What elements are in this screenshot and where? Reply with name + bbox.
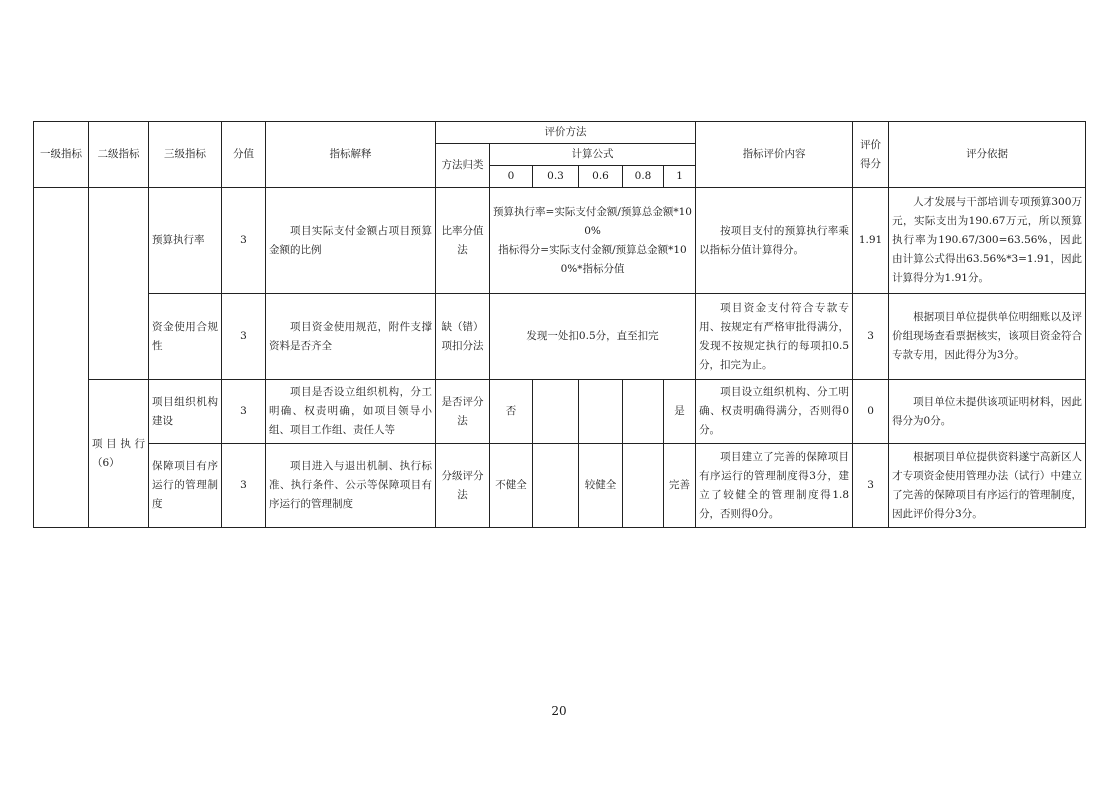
level1-cell xyxy=(34,188,89,528)
scale-cell: 较健全 xyxy=(579,444,623,528)
header-scale: 0 xyxy=(490,166,533,188)
value-cell: 3 xyxy=(222,380,266,444)
explanation-cell: 项目进入与退出机制、执行标准、执行条件、公示等保障项目有序运行的管理制度 xyxy=(266,444,436,528)
method-cell: 分级评分法 xyxy=(436,444,490,528)
header-basis: 评分依据 xyxy=(889,122,1086,188)
method-cell: 比率分值法 xyxy=(436,188,490,294)
method-cell: 是否评分法 xyxy=(436,380,490,444)
header-scale: 0.8 xyxy=(623,166,664,188)
header-method-category: 方法归类 xyxy=(436,144,490,188)
level2-cell-empty xyxy=(89,188,149,380)
scale-cell xyxy=(623,444,664,528)
header-content: 指标评价内容 xyxy=(696,122,853,188)
scale-cell: 是 xyxy=(664,380,696,444)
basis-cell: 根据项目单位提供资料遂宁高新区人才专项资金使用管理办法（试行）中建立了完善的保障项目有序运行的管理制度，因此评价得分3分。 xyxy=(889,444,1086,528)
value-cell: 3 xyxy=(222,188,266,294)
scale-cell xyxy=(579,380,623,444)
header-scale: 1 xyxy=(664,166,696,188)
header-level3: 三级指标 xyxy=(149,122,222,188)
value-cell: 3 xyxy=(222,444,266,528)
header-eval-score: 评价得分 xyxy=(853,122,889,188)
basis-cell: 人才发展与干部培训专项预算300万元，实际支出为190.67万元，所以预算执行率为190.67/300=63.56%，因此由计算公式得出63.56%*3=1.91，因此计算得分为1.91分。 xyxy=(889,188,1086,294)
level3-cell: 资金使用合规性 xyxy=(149,294,222,380)
header-explanation: 指标解释 xyxy=(266,122,436,188)
value-cell: 3 xyxy=(222,294,266,380)
content-cell: 按项目支付的预算执行率乘以指标分值计算得分。 xyxy=(696,188,853,294)
basis-cell: 根据项目单位提供单位明细账以及评价组现场查看票据核实，该项目资金符合专款专用，因此得分为3分。 xyxy=(889,294,1086,380)
explanation-cell: 项目资金使用规范，附件支撑资料是否齐全 xyxy=(266,294,436,380)
score-cell: 3 xyxy=(853,444,889,528)
content-cell: 项目设立组织机构、分工明确、权责明确得满分，否则得0分。 xyxy=(696,380,853,444)
table-row xyxy=(34,188,1086,294)
score-cell: 0 xyxy=(853,380,889,444)
formula-cell xyxy=(490,188,696,294)
formula-line: 指标得分=实际支付金额/预算总金额*100%*指标分值 xyxy=(498,243,687,275)
method-cell: 缺（错）项扣分法 xyxy=(436,294,490,380)
scale-cell: 不健全 xyxy=(490,444,533,528)
formula-cell: 发现一处扣0.5分，直至扣完 xyxy=(490,294,696,380)
level3-cell: 项目组织机构建设 xyxy=(149,380,222,444)
header-scale: 0.3 xyxy=(533,166,579,188)
basis-cell: 项目单位未提供该项证明材料，因此得分为0分。 xyxy=(889,380,1086,444)
content-cell: 项目资金支付符合专款专用、按规定有严格审批得满分，发现不按规定执行的每项扣0.5分，扣完为止。 xyxy=(696,294,853,380)
formula-line: 预算执行率=实际支付金额/预算总金额*100% xyxy=(493,205,692,237)
content-cell: 项目建立了完善的保障项目有序运行的管理制度得3分，建立了较健全的管理制度得1.8分，否则得0分。 xyxy=(696,444,853,528)
header-score-value: 分值 xyxy=(222,122,266,188)
scale-cell: 完善 xyxy=(664,444,696,528)
scale-cell xyxy=(533,444,579,528)
score-cell: 3 xyxy=(853,294,889,380)
scale-cell xyxy=(533,380,579,444)
scale-cell xyxy=(623,380,664,444)
level2-cell: 项目执行（6） xyxy=(89,380,149,528)
score-cell: 1.91 xyxy=(853,188,889,294)
header-scale: 0.6 xyxy=(579,166,623,188)
table-row xyxy=(34,380,1086,444)
header-formula: 计算公式 xyxy=(490,144,696,166)
level3-cell: 保障项目有序运行的管理制度 xyxy=(149,444,222,528)
table-row xyxy=(34,294,1086,380)
level3-cell: 预算执行率 xyxy=(149,188,222,294)
explanation-cell: 项目是否设立组织机构，分工明确、权责明确，如项目领导小组、项目工作组、责任人等 xyxy=(266,380,436,444)
evaluation-table xyxy=(33,121,1086,528)
header-level1: 一级指标 xyxy=(34,122,89,188)
header-row-1 xyxy=(34,122,1086,144)
header-eval-method: 评价方法 xyxy=(436,122,696,144)
explanation-cell: 项目实际支付金额占项目预算金额的比例 xyxy=(266,188,436,294)
page-number: 20 xyxy=(551,704,567,718)
table-row xyxy=(34,444,1086,528)
scale-cell: 否 xyxy=(490,380,533,444)
header-level2: 二级指标 xyxy=(89,122,149,188)
